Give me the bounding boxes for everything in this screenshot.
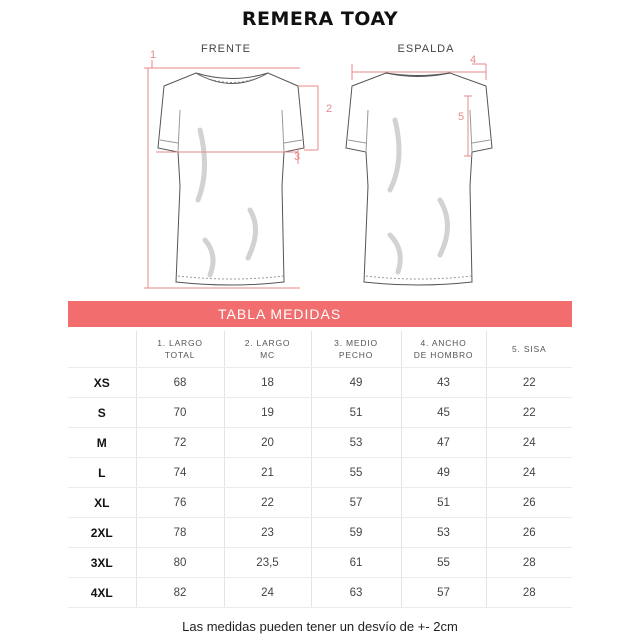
table-cell: 53 bbox=[311, 428, 401, 458]
table-cell: 57 bbox=[401, 578, 486, 608]
table-cell: 28 bbox=[486, 548, 572, 578]
table-row bbox=[68, 548, 572, 578]
table-cell: 53 bbox=[401, 518, 486, 548]
table-cell: 82 bbox=[136, 578, 224, 608]
page-title: REMERA TOAY bbox=[241, 8, 399, 30]
table-cell: 76 bbox=[136, 488, 224, 518]
marker-1: 1 bbox=[150, 49, 157, 61]
table-cell: 43 bbox=[401, 368, 486, 398]
size-label: M bbox=[68, 428, 136, 458]
table-row bbox=[68, 368, 572, 398]
table-cell: 59 bbox=[311, 518, 401, 548]
table-cell: 51 bbox=[311, 398, 401, 428]
table-row bbox=[68, 488, 572, 518]
table-row bbox=[68, 578, 572, 608]
table-cell: 70 bbox=[136, 398, 224, 428]
table-cell: 24 bbox=[486, 428, 572, 458]
table-cell: 23 bbox=[224, 518, 311, 548]
table-cell: 68 bbox=[136, 368, 224, 398]
size-label: XS bbox=[68, 368, 136, 398]
size-table-banner bbox=[68, 301, 572, 327]
size-label: L bbox=[68, 458, 136, 488]
tolerance-note: Las medidas pueden tener un desvío de +- 2cm bbox=[182, 619, 458, 634]
header-size bbox=[68, 331, 136, 368]
front-tshirt-illustration bbox=[158, 73, 304, 285]
size-label: 4XL bbox=[68, 578, 136, 608]
banner-title: TABLA MEDIDAS bbox=[218, 306, 342, 322]
table-row bbox=[68, 428, 572, 458]
table-row bbox=[68, 398, 572, 428]
size-table bbox=[68, 331, 572, 608]
table-cell: 26 bbox=[486, 518, 572, 548]
table-cell: 80 bbox=[136, 548, 224, 578]
header-sisa: 5. SISA bbox=[486, 331, 572, 368]
table-cell: 49 bbox=[311, 368, 401, 398]
table-cell: 24 bbox=[224, 578, 311, 608]
table-cell: 63 bbox=[311, 578, 401, 608]
table-cell: 51 bbox=[401, 488, 486, 518]
size-label: 2XL bbox=[68, 518, 136, 548]
table-cell: 19 bbox=[224, 398, 311, 428]
table-row bbox=[68, 518, 572, 548]
table-cell: 55 bbox=[401, 548, 486, 578]
table-cell: 22 bbox=[224, 488, 311, 518]
header-ancho-hombro: 4. ANCHO DE HOMBRO bbox=[401, 331, 486, 368]
marker-5: 5 bbox=[458, 111, 465, 123]
table-cell: 20 bbox=[224, 428, 311, 458]
tshirt-diagram bbox=[0, 0, 640, 300]
table-cell: 21 bbox=[224, 458, 311, 488]
marker-2: 2 bbox=[326, 103, 333, 115]
marker-3: 3 bbox=[294, 151, 301, 163]
table-cell: 78 bbox=[136, 518, 224, 548]
back-view-label: ESPALDA bbox=[397, 43, 455, 55]
table-cell: 55 bbox=[311, 458, 401, 488]
table-cell: 45 bbox=[401, 398, 486, 428]
table-header-row bbox=[68, 331, 572, 368]
header-largo-total: 1. LARGO TOTAL bbox=[136, 331, 224, 368]
table-row bbox=[68, 458, 572, 488]
table-cell: 24 bbox=[486, 458, 572, 488]
table-cell: 74 bbox=[136, 458, 224, 488]
table-cell: 18 bbox=[224, 368, 311, 398]
table-cell: 61 bbox=[311, 548, 401, 578]
table-cell: 22 bbox=[486, 398, 572, 428]
size-label: 3XL bbox=[68, 548, 136, 578]
table-cell: 23,5 bbox=[224, 548, 311, 578]
table-cell: 49 bbox=[401, 458, 486, 488]
back-tshirt-illustration bbox=[346, 73, 492, 285]
table-cell: 22 bbox=[486, 368, 572, 398]
front-view-label: FRENTE bbox=[201, 43, 251, 55]
table-cell: 47 bbox=[401, 428, 486, 458]
size-label: S bbox=[68, 398, 136, 428]
table-cell: 26 bbox=[486, 488, 572, 518]
table-cell: 28 bbox=[486, 578, 572, 608]
header-medio-pecho: 3. MEDIO PECHO bbox=[311, 331, 401, 368]
header-largo-mc: 2. LARGO MC bbox=[224, 331, 311, 368]
size-label: XL bbox=[68, 488, 136, 518]
table-cell: 72 bbox=[136, 428, 224, 458]
table-cell: 57 bbox=[311, 488, 401, 518]
marker-4: 4 bbox=[470, 54, 477, 66]
